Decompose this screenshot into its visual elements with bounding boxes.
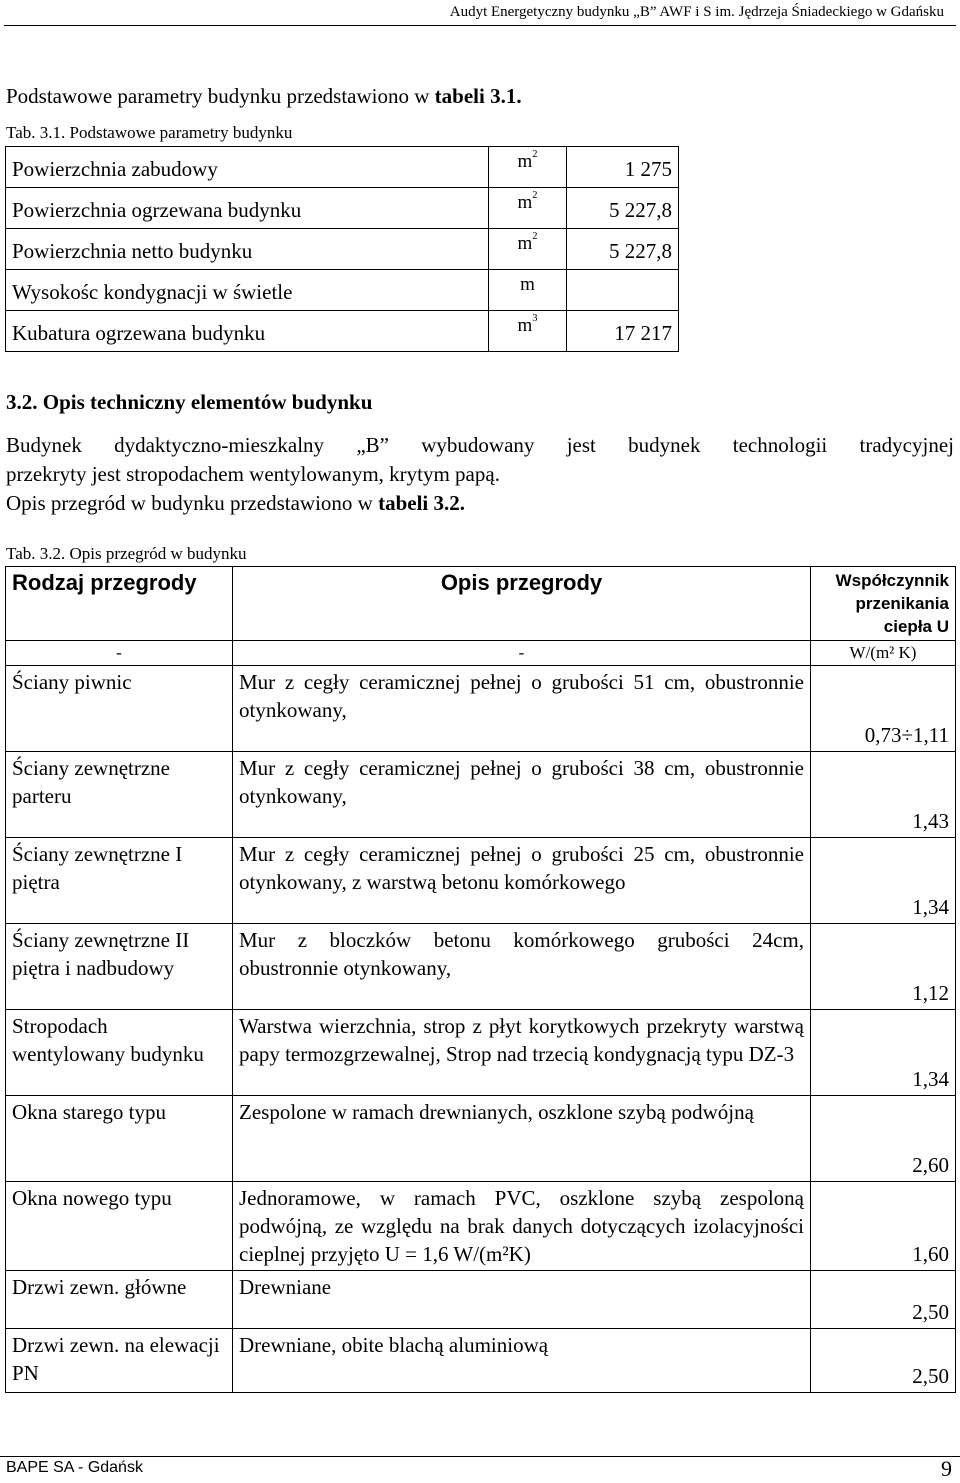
unit-base: m (520, 274, 535, 295)
partition-description: Drewniane (233, 1271, 811, 1329)
footer-rule (0, 1456, 960, 1457)
table1-row (6, 311, 679, 352)
unit-exponent: 2 (532, 190, 538, 201)
intro-paragraph (6, 82, 522, 110)
param-label: Powierzchnia netto budynku (6, 229, 489, 270)
basic-parameters-table (5, 146, 679, 352)
param-value (567, 270, 679, 311)
units-desc: - (233, 641, 811, 666)
description-text: Opis przegród w budynku przedstawiono w (6, 491, 379, 515)
partition-kind: Ściany zewnętrzne II piętra i nadbudowy (6, 924, 233, 1010)
param-unit (489, 270, 567, 311)
partition-kind: Stropodach wentylowany budynku (6, 1010, 233, 1096)
unit-base: m (517, 192, 533, 213)
unit-base: m (517, 233, 533, 254)
param-label: Wysokośc kondygnacji w świetle (6, 270, 489, 311)
table1-row (6, 188, 679, 229)
partition-description: Mur z cegły ceramicznej pełnej o grubości 51 cm, obustronnie otynkowany, (233, 666, 811, 752)
param-value: 1 275 (567, 147, 679, 188)
table2-header-row (6, 567, 956, 641)
unit-exponent: 2 (532, 231, 538, 242)
intro-text: Podstawowe parametry budynku przedstawiono w (6, 84, 435, 108)
u-value: 2,60 (811, 1096, 956, 1182)
partition-kind: Ściany zewnętrzne parteru (6, 752, 233, 838)
table2-row (6, 666, 956, 752)
header-rule (4, 25, 956, 26)
unit-base: m (517, 151, 533, 172)
u-value: 1,12 (811, 924, 956, 1010)
header-desc: Opis przegrody (233, 567, 811, 641)
param-unit (489, 311, 567, 352)
partition-kind: Drzwi zewn. główne (6, 1271, 233, 1329)
partition-description: Mur z cegły ceramicznej pełnej o grubości 38 cm, obustronnie otynkowany, (233, 752, 811, 838)
param-label: Powierzchnia ogrzewana budynku (6, 188, 489, 229)
u-value: 2,50 (811, 1329, 956, 1393)
table2-row (6, 1010, 956, 1096)
partition-kind: Drzwi zewn. na elewacji PN (6, 1329, 233, 1393)
u-value: 2,50 (811, 1271, 956, 1329)
partition-description: Zespolone w ramach drewnianych, oszklone szybą podwójną (233, 1096, 811, 1182)
table2-row (6, 838, 956, 924)
description-line-1: Budynek dydaktyczno-mieszkalny „B” wybudowany jest budynek technologii tradycyjnej (6, 433, 954, 457)
table2-caption: Tab. 3.2. Opis przegród w budynku (6, 544, 247, 563)
u-value: 1,43 (811, 752, 956, 838)
header-kind: Rodzaj przegrody (6, 567, 233, 641)
unit-base: m (517, 315, 533, 336)
footer-company: BAPE SA - Gdańsk (6, 1459, 143, 1476)
table2-row (6, 1182, 956, 1271)
u-value: 1,60 (811, 1182, 956, 1271)
table2-units-row (6, 641, 956, 666)
table2-row (6, 1271, 956, 1329)
header-coef: Współczynnik przenikania ciepła U (811, 567, 956, 641)
page-number: 9 (941, 1456, 952, 1481)
partition-description: Mur z bloczków betonu komórkowego grubości 24cm, obustronnie otynkowany, (233, 924, 811, 1010)
table2-row (6, 1096, 956, 1182)
u-value: 0,73÷1,11 (811, 666, 956, 752)
partitions-table (5, 566, 956, 1393)
param-value: 5 227,8 (567, 188, 679, 229)
table2-row (6, 752, 956, 838)
description-line-2: przekryty jest stropodachem wentylowanym, krytym papą. (6, 462, 500, 486)
table1-row (6, 147, 679, 188)
partition-description: Jednoramowe, w ramach PVC, oszklone szybą zespoloną podwójną, ze względu na brak danych dotyczących izolacyjności cieplnej przyjęto U = 1,6 W/(m²K) (233, 1182, 811, 1271)
units-coef: W/(m² K) (811, 641, 956, 666)
param-unit (489, 188, 567, 229)
param-label: Kubatura ogrzewana budynku (6, 311, 489, 352)
description-line-3 (6, 489, 465, 517)
table2-row (6, 1329, 956, 1393)
unit-exponent: 2 (532, 149, 538, 160)
section-title: 3.2. Opis techniczny elementów budynku (6, 390, 373, 414)
partition-kind: Okna starego typu (6, 1096, 233, 1182)
unit-exponent: 3 (532, 313, 538, 324)
partition-description: Mur z cegły ceramicznej pełnej o grubości 25 cm, obustronnie otynkowany, z warstwą betonu komórkowego (233, 838, 811, 924)
param-label: Powierzchnia zabudowy (6, 147, 489, 188)
intro-ref: tabeli 3.1. (434, 84, 522, 108)
description-ref: tabeli 3.2. (378, 491, 466, 515)
table2-row (6, 924, 956, 1010)
u-value: 1,34 (811, 838, 956, 924)
u-value: 1,34 (811, 1010, 956, 1096)
partition-kind: Okna nowego typu (6, 1182, 233, 1271)
page-header: Audyt Energetyczny budynku „B” AWF i S im. Jędrzeja Śniadeckiego w Gdańsku (449, 4, 944, 20)
partition-kind: Ściany piwnic (6, 666, 233, 752)
units-kind: - (6, 641, 233, 666)
table1-row (6, 270, 679, 311)
partition-description: Drewniane, obite blachą aluminiową (233, 1329, 811, 1393)
param-unit (489, 229, 567, 270)
table1-caption: Tab. 3.1. Podstawowe parametry budynku (6, 123, 293, 142)
param-value: 17 217 (567, 311, 679, 352)
param-value: 5 227,8 (567, 229, 679, 270)
partition-kind: Ściany zewnętrzne I piętra (6, 838, 233, 924)
table1-row (6, 229, 679, 270)
partition-description: Warstwa wierzchnia, strop z płyt korytkowych przekryty warstwą papy termozgrzewalnej, Strop nad trzecią kondygnacją typu DZ-3 (233, 1010, 811, 1096)
param-unit (489, 147, 567, 188)
